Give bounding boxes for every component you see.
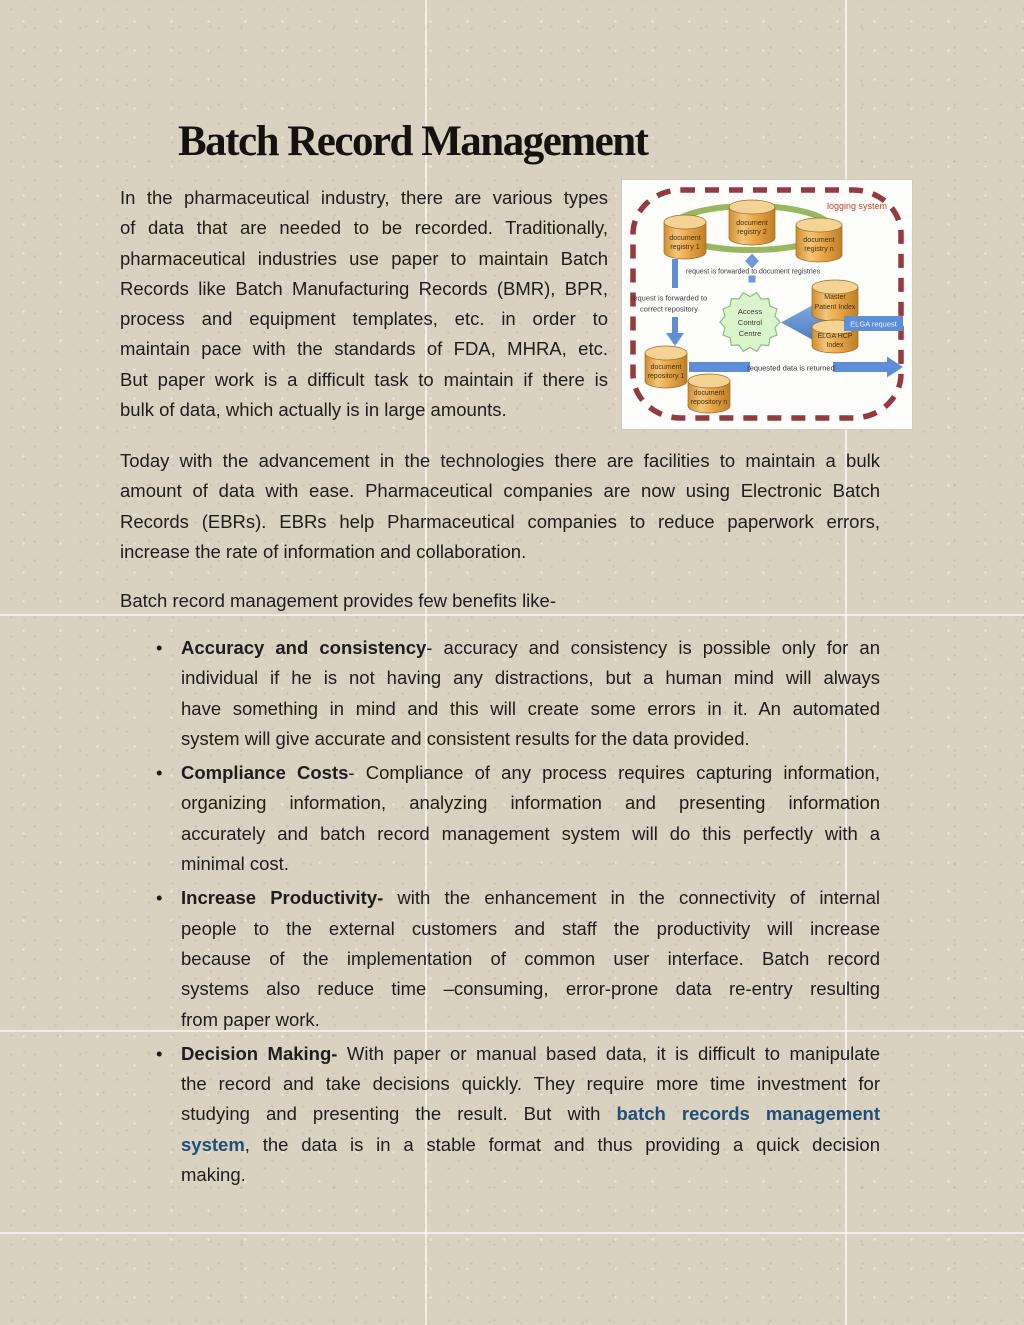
request-bar-top [672, 259, 678, 288]
benefits-list [155, 633, 880, 1194]
fwd-registries-label: request is forwarded to document registries [685, 268, 821, 276]
svg-text:ELGA HCP: ELGA HCP [817, 333, 853, 340]
paragraph-line: Records like Batch Manufacturing Records (BMR), BPR, [120, 277, 608, 299]
cylinder-document-repository-1 [645, 346, 687, 388]
svg-text:document: document [736, 218, 768, 227]
benefit-item-compliance [155, 758, 880, 879]
benefit-item-decision [155, 1039, 880, 1190]
svg-text:registry 2: registry 2 [737, 227, 767, 236]
diagram-svg [622, 180, 912, 429]
svg-text:Centre: Centre [738, 329, 762, 338]
paragraph-line: • Decision Making- With paper or manual based data, it is difficult to manipulate [181, 1042, 880, 1064]
fwd-repository-label-line2: correct repository [640, 304, 698, 314]
benefit-item-accuracy [155, 633, 880, 754]
svg-text:document: document [669, 233, 701, 242]
data-returned-arrow-right [833, 362, 887, 372]
cylinder-document-registry-n [796, 218, 842, 262]
cylinder-document-repository-n [688, 374, 730, 413]
fwd-repository-label-line1: request is forwarded to [630, 293, 708, 303]
paragraph-line: because of the implementation of common user interface. Batch record [181, 947, 880, 969]
paragraph-line: bulk of data, which actually is in large amounts. [120, 399, 507, 421]
paragraph-line: studying and presenting the result. But with batch records management [181, 1103, 880, 1125]
elga-request-label: ELGA request [850, 319, 897, 329]
paragraph-line: But paper work is a difficult task to maintain if there is [120, 368, 608, 390]
svg-text:document: document [803, 235, 835, 244]
paragraph-line: minimal cost. [181, 853, 289, 875]
svg-text:repository 1: repository 1 [647, 373, 685, 380]
cylinder-document-registry-1 [664, 215, 706, 259]
paragraph-line: • Compliance Costs- Compliance of any process requires capturing information, [181, 762, 880, 784]
ebr-paragraph [120, 446, 880, 567]
paragraph-line: Batch record management provides few benefits like- [120, 590, 556, 611]
data-returned-label: requested data is returned [747, 363, 835, 373]
benefits-intro-paragraph [120, 586, 880, 616]
cylinder-document-registry-2 [729, 200, 775, 245]
paragraph-line: In the pharmaceutical industry, there are various types [120, 187, 608, 208]
paragraph-line: the record and take decisions quickly. They require more time investment for [181, 1073, 880, 1095]
square-connector [749, 276, 756, 283]
paragraph-line: organizing information, analyzing information and presenting information [181, 792, 880, 814]
paragraph-line: increase the rate of information and collaboration. [120, 540, 527, 562]
data-returned-arrow-left [689, 362, 750, 372]
paragraph-line: from paper work. [181, 1008, 320, 1030]
paragraph-line: of data that are needed to be recorded. Traditionally, [120, 217, 608, 239]
paragraph-line: process and equipment templates, etc. in order to [120, 308, 608, 330]
logging-system-label: logging system [826, 201, 887, 211]
paragraph-line: system will give accurate and consistent results for the data provided. [181, 727, 750, 749]
batch-record-diagram-figure [622, 180, 912, 429]
svg-text:Index: Index [826, 342, 844, 349]
svg-text:Master: Master [824, 294, 846, 301]
paragraph-line: people to the external customers and staff the productivity will increase [181, 917, 880, 939]
request-bar-bottom [672, 317, 678, 333]
paragraph-line: accurately and batch record management system will do this perfectly with a [181, 822, 880, 844]
paragraph-line: have something in mind and this will create some errors in it. An automated [181, 697, 880, 719]
svg-text:registry n: registry n [804, 244, 834, 253]
paragraph-line: • Accuracy and consistency- accuracy and consistency is possible only for an [181, 637, 880, 658]
intro-paragraph [120, 183, 608, 425]
svg-text:repository n: repository n [690, 399, 728, 406]
benefit-item-productivity [155, 883, 880, 1034]
paragraph-line: making. [181, 1164, 246, 1186]
paragraph-line: amount of data with ease. Pharmaceutical companies are now using Electronic Batch [120, 480, 880, 502]
paragraph-line: systems also reduce time –consuming, error-prone data re-entry resulting [181, 978, 880, 1000]
svg-text:registry 1: registry 1 [670, 242, 700, 251]
paragraph-line: individual if he is not having any distractions, but a human mind will always [181, 667, 880, 689]
paragraph-line: • Increase Productivity- with the enhancement in the connectivity of internal [181, 887, 880, 909]
svg-text:document: document [693, 390, 725, 397]
paragraph-line: system, the data is in a stable format and thus providing a quick decision [181, 1133, 880, 1155]
svg-text:Access: Access [737, 307, 763, 316]
paragraph-line: maintain pace with the standards of FDA, MHRA, etc. [120, 338, 608, 360]
paragraph-line: Today with the advancement in the technologies there are facilities to maintain a bulk [120, 450, 880, 471]
paragraph-line: pharmaceutical industries use paper to maintain Batch [120, 247, 608, 269]
svg-text:document: document [650, 364, 682, 371]
svg-text:Control: Control [737, 318, 763, 327]
page-title: Batch Record Management [178, 118, 648, 165]
svg-text:Patient Index: Patient Index [814, 304, 856, 311]
cylinder-master-patient-index [812, 280, 858, 321]
paragraph-line: Records (EBRs). EBRs help Pharmaceutical companies to reduce paperwork errors, [120, 510, 880, 532]
